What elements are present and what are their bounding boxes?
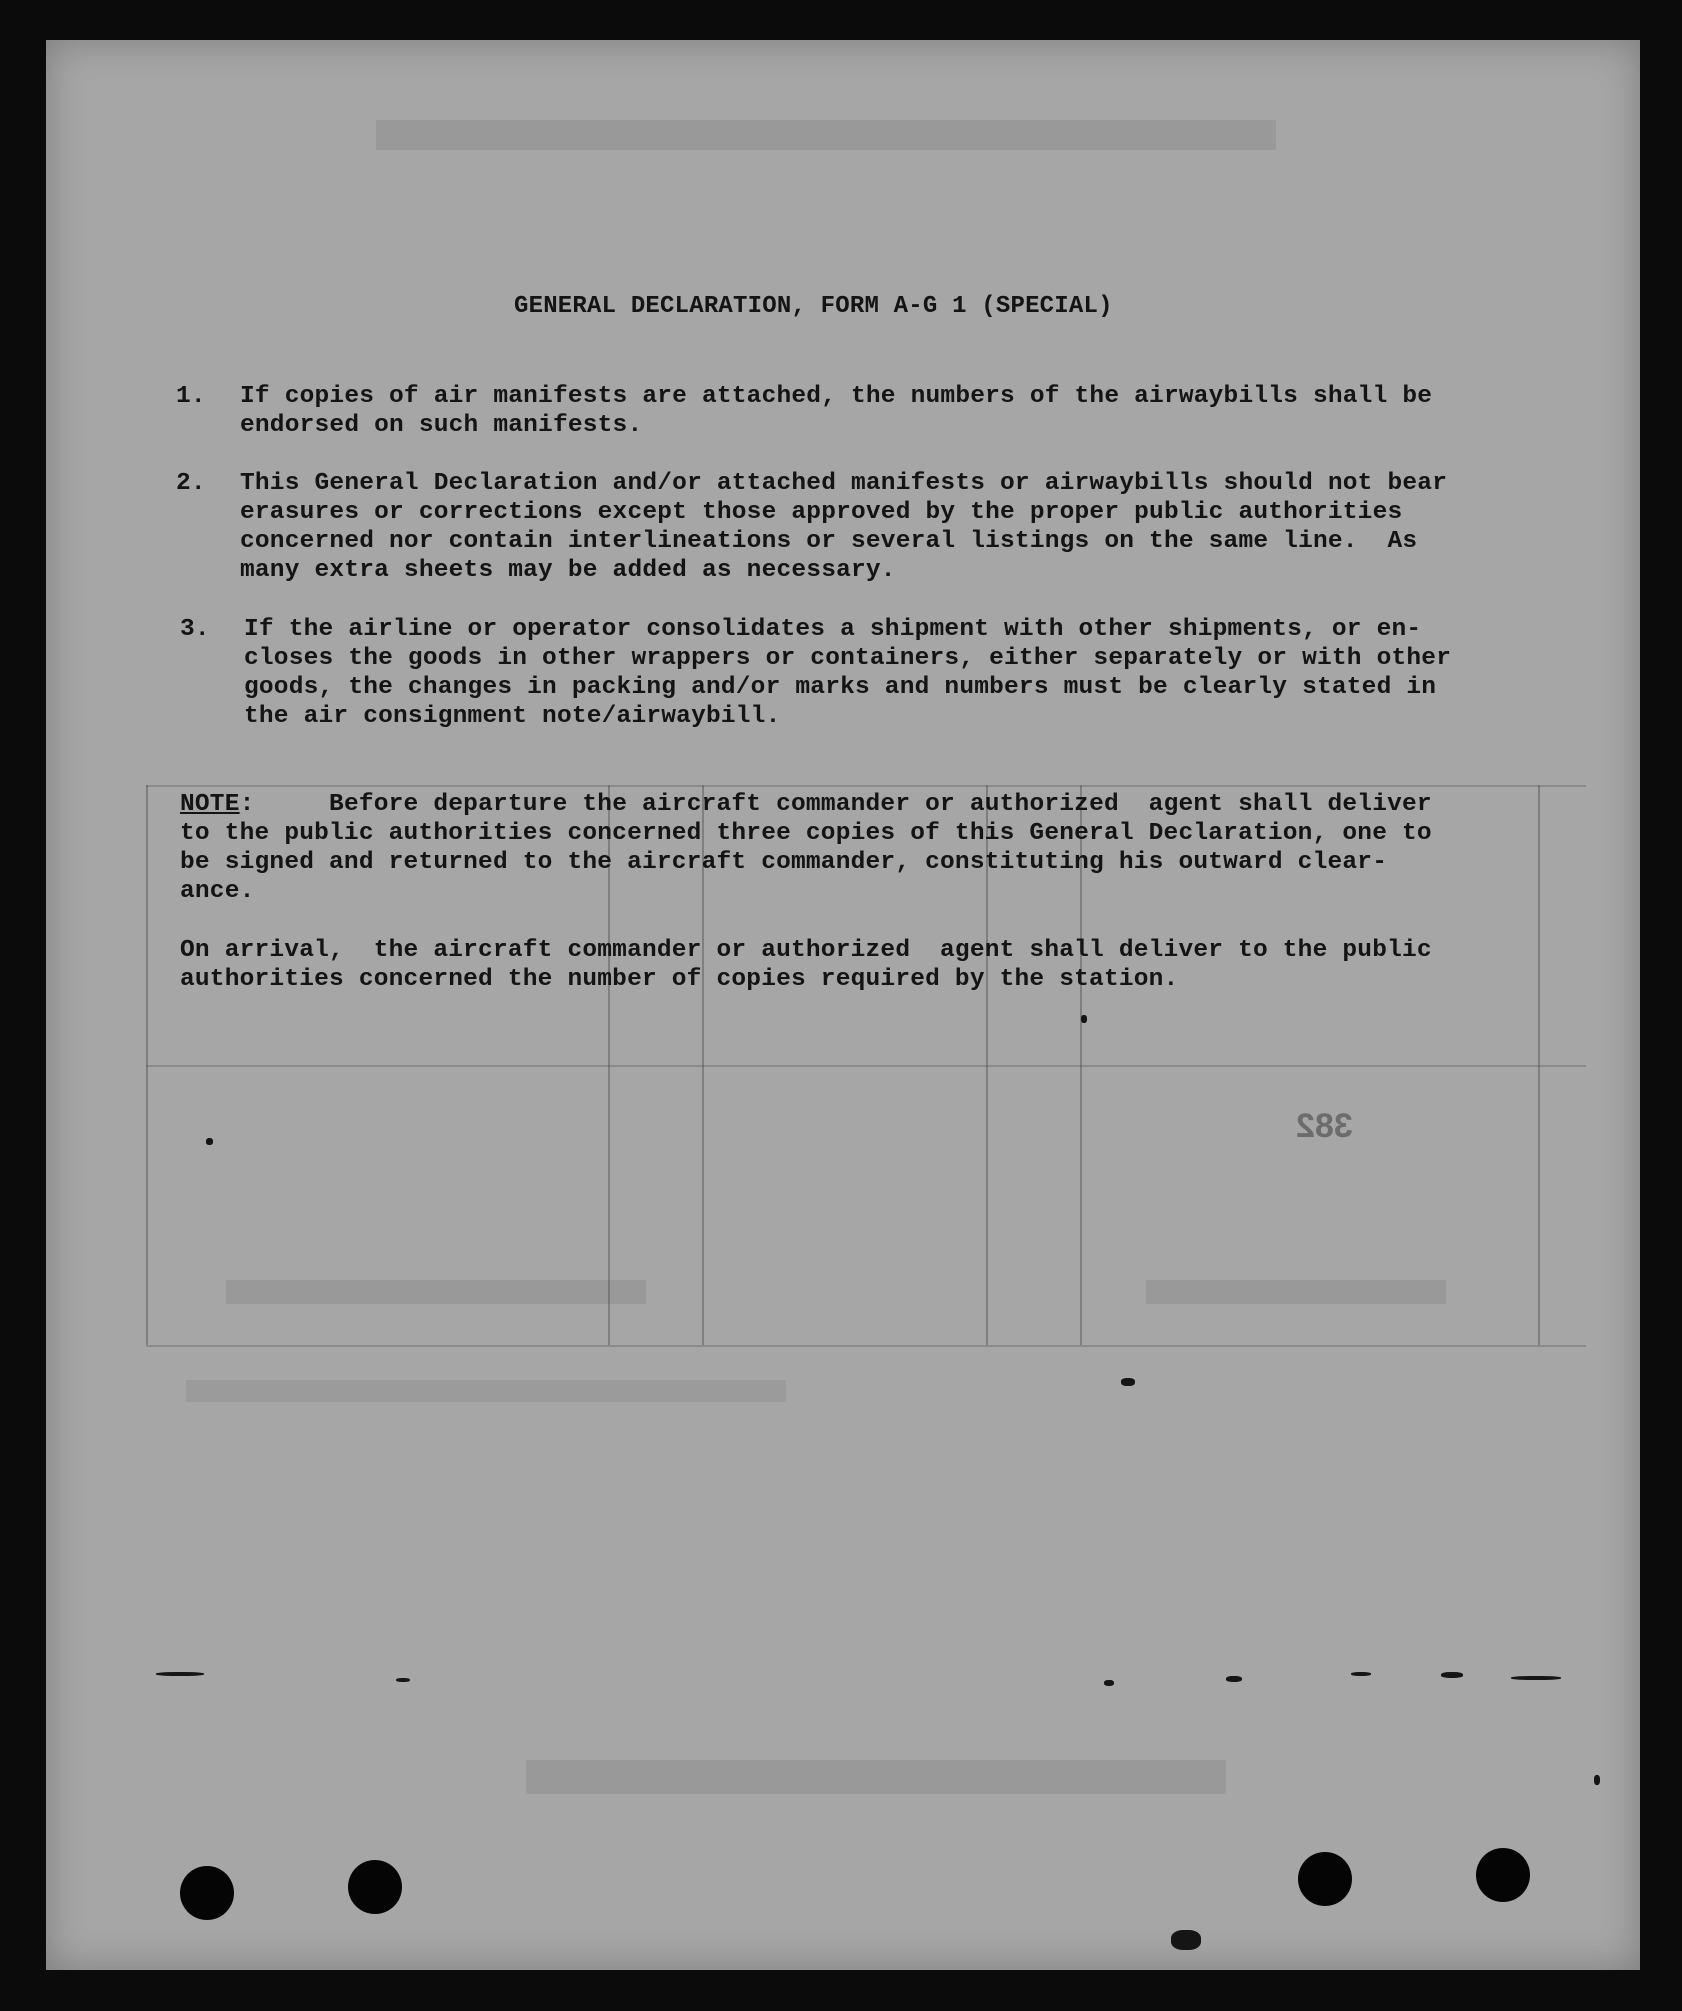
perforation-mark	[1171, 1930, 1201, 1950]
bleed-through-rule	[1538, 785, 1540, 1345]
arrival-line: On arrival, the aircraft commander or authorized agent shall deliver to the public	[180, 937, 1432, 964]
perforation-mark	[1081, 1015, 1087, 1023]
note-colon: :	[239, 791, 255, 818]
bleed-through-rule	[146, 1345, 1586, 1347]
note-label: NOTE	[180, 791, 240, 818]
perforation-mark	[206, 1138, 213, 1145]
bleed-through-text	[376, 120, 1276, 150]
perforation-mark	[1226, 1676, 1242, 1682]
bleed-through-rule	[146, 1065, 1586, 1067]
item-line: the air consignment note/airwaybill.	[244, 703, 781, 730]
punch-hole	[1298, 1852, 1352, 1906]
item-line: many extra sheets may be added as necessary.	[240, 557, 896, 584]
punch-hole	[1476, 1848, 1530, 1902]
punch-hole	[348, 1860, 402, 1914]
note-line: to the public authorities concerned three copies of this General Declaration, one to	[180, 820, 1432, 847]
item-line: If copies of air manifests are attached, the numbers of the airwaybills shall be	[240, 383, 1433, 410]
perforation-mark	[156, 1672, 204, 1676]
item-number: 2.	[176, 470, 206, 497]
note-text: Before departure the aircraft commander or authorized agent shall deliver	[254, 791, 1432, 818]
item-line: This General Declaration and/or attached manifests or airwaybills should not bear	[240, 470, 1448, 497]
arrival-line: authorities concerned the number of copies required by the station.	[180, 966, 1179, 993]
bleed-through-rule	[146, 785, 1586, 787]
note-line: be signed and returned to the aircraft commander, constituting his outward clear-	[180, 849, 1388, 876]
perforation-mark	[1351, 1672, 1371, 1676]
punch-hole	[180, 1866, 234, 1920]
item-line: erasures or corrections except those approved by the proper public authorities	[240, 499, 1403, 526]
perforation-mark	[1104, 1680, 1114, 1686]
bleed-through-text	[1146, 1280, 1446, 1304]
bleed-through-rule	[146, 785, 148, 1345]
item-line: endorsed on such manifests.	[240, 412, 643, 439]
note-line: ance.	[180, 878, 255, 905]
bleed-through-text	[226, 1280, 646, 1304]
bleed-through-text	[526, 1760, 1226, 1794]
item-line: closes the goods in other wrappers or containers, either separately or with other	[244, 645, 1452, 672]
perforation-mark	[1511, 1676, 1561, 1680]
note-line	[180, 790, 1432, 819]
perforation-mark	[1441, 1672, 1463, 1678]
item-number: 1.	[176, 383, 206, 410]
item-line: concerned nor contain interlineations or several listings on the same line. As	[240, 528, 1418, 555]
page-title: GENERAL DECLARATION, FORM A-G 1 (SPECIAL)	[514, 293, 1113, 320]
perforation-mark	[1594, 1775, 1600, 1785]
item-line: If the airline or operator consolidates a shipment with other shipments, or en-	[244, 616, 1422, 643]
document-sheet	[46, 40, 1640, 1970]
bleed-through-text	[186, 1380, 786, 1402]
item-number: 3.	[180, 616, 210, 643]
stamp-number: 382	[1296, 1107, 1353, 1145]
perforation-mark	[396, 1678, 410, 1682]
perforation-mark	[1121, 1378, 1135, 1386]
item-line: goods, the changes in packing and/or marks and numbers must be clearly stated in	[244, 674, 1437, 701]
